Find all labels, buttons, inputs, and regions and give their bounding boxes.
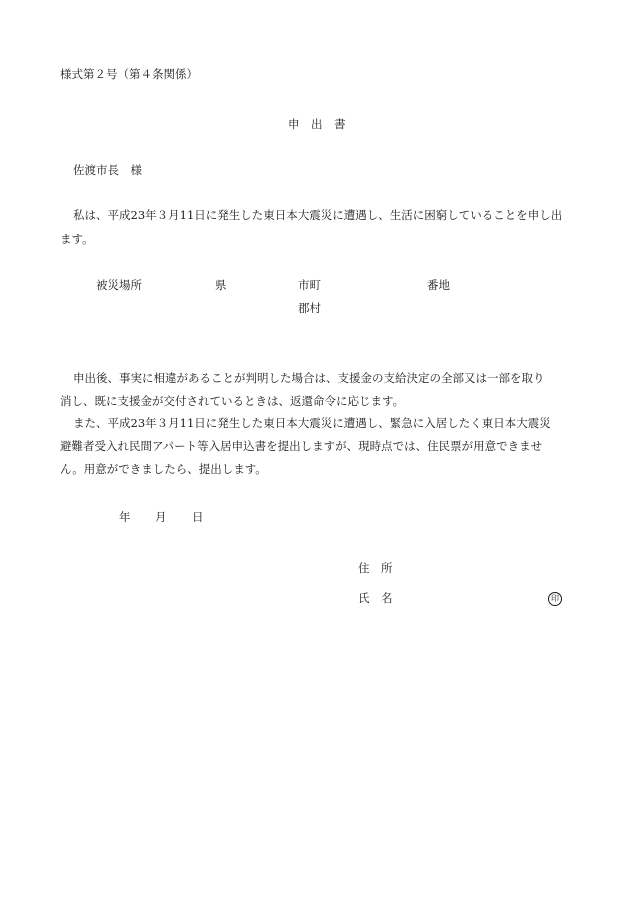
name-label: 氏 名 [358, 591, 393, 605]
city-town-suffix: 市町 [298, 278, 321, 292]
county-village-suffix: 郡村 [298, 301, 321, 315]
residence-paragraph-line-3: ん。用意ができましたら、提出します。 [60, 462, 267, 476]
date-day: 日 [192, 510, 204, 524]
document-title: 申 出 書 [288, 117, 346, 131]
statement-line-2: ます。 [60, 232, 94, 246]
seal-icon: 印 [548, 592, 562, 606]
lot-number-suffix: 番地 [427, 278, 450, 292]
prefecture-suffix: 県 [215, 278, 227, 292]
residence-paragraph-line-2: 避難者受入れ民間アパート等入居申込書を提出しますが、現時点では、住民票が用意できませ [60, 439, 543, 453]
refund-paragraph-line-2: 消し、既に支援金が交付されているときは、返還命令に応じます。 [60, 394, 405, 408]
statement-line-1: 私は、平成23年３月11日に発生した東日本大震災に遭遇し、生活に困窮していることを申し出 [73, 208, 563, 222]
residence-paragraph-line-1: また、平成23年３月11日に発生した東日本大震災に遭遇し、緊急に入居したく東日本大震災 [73, 416, 551, 430]
form-label: 様式第２号（第４条関係） [60, 67, 198, 81]
address-label: 住 所 [358, 561, 393, 575]
addressee: 佐渡市長 様 [73, 163, 142, 177]
date-month: 月 [155, 510, 167, 524]
date-year: 年 [119, 510, 131, 524]
refund-paragraph-line-1: 申出後、事実に相違があることが判明した場合は、支援金の支給決定の全部又は一部を取り [73, 371, 545, 385]
disaster-location-label: 被災場所 [96, 278, 142, 292]
